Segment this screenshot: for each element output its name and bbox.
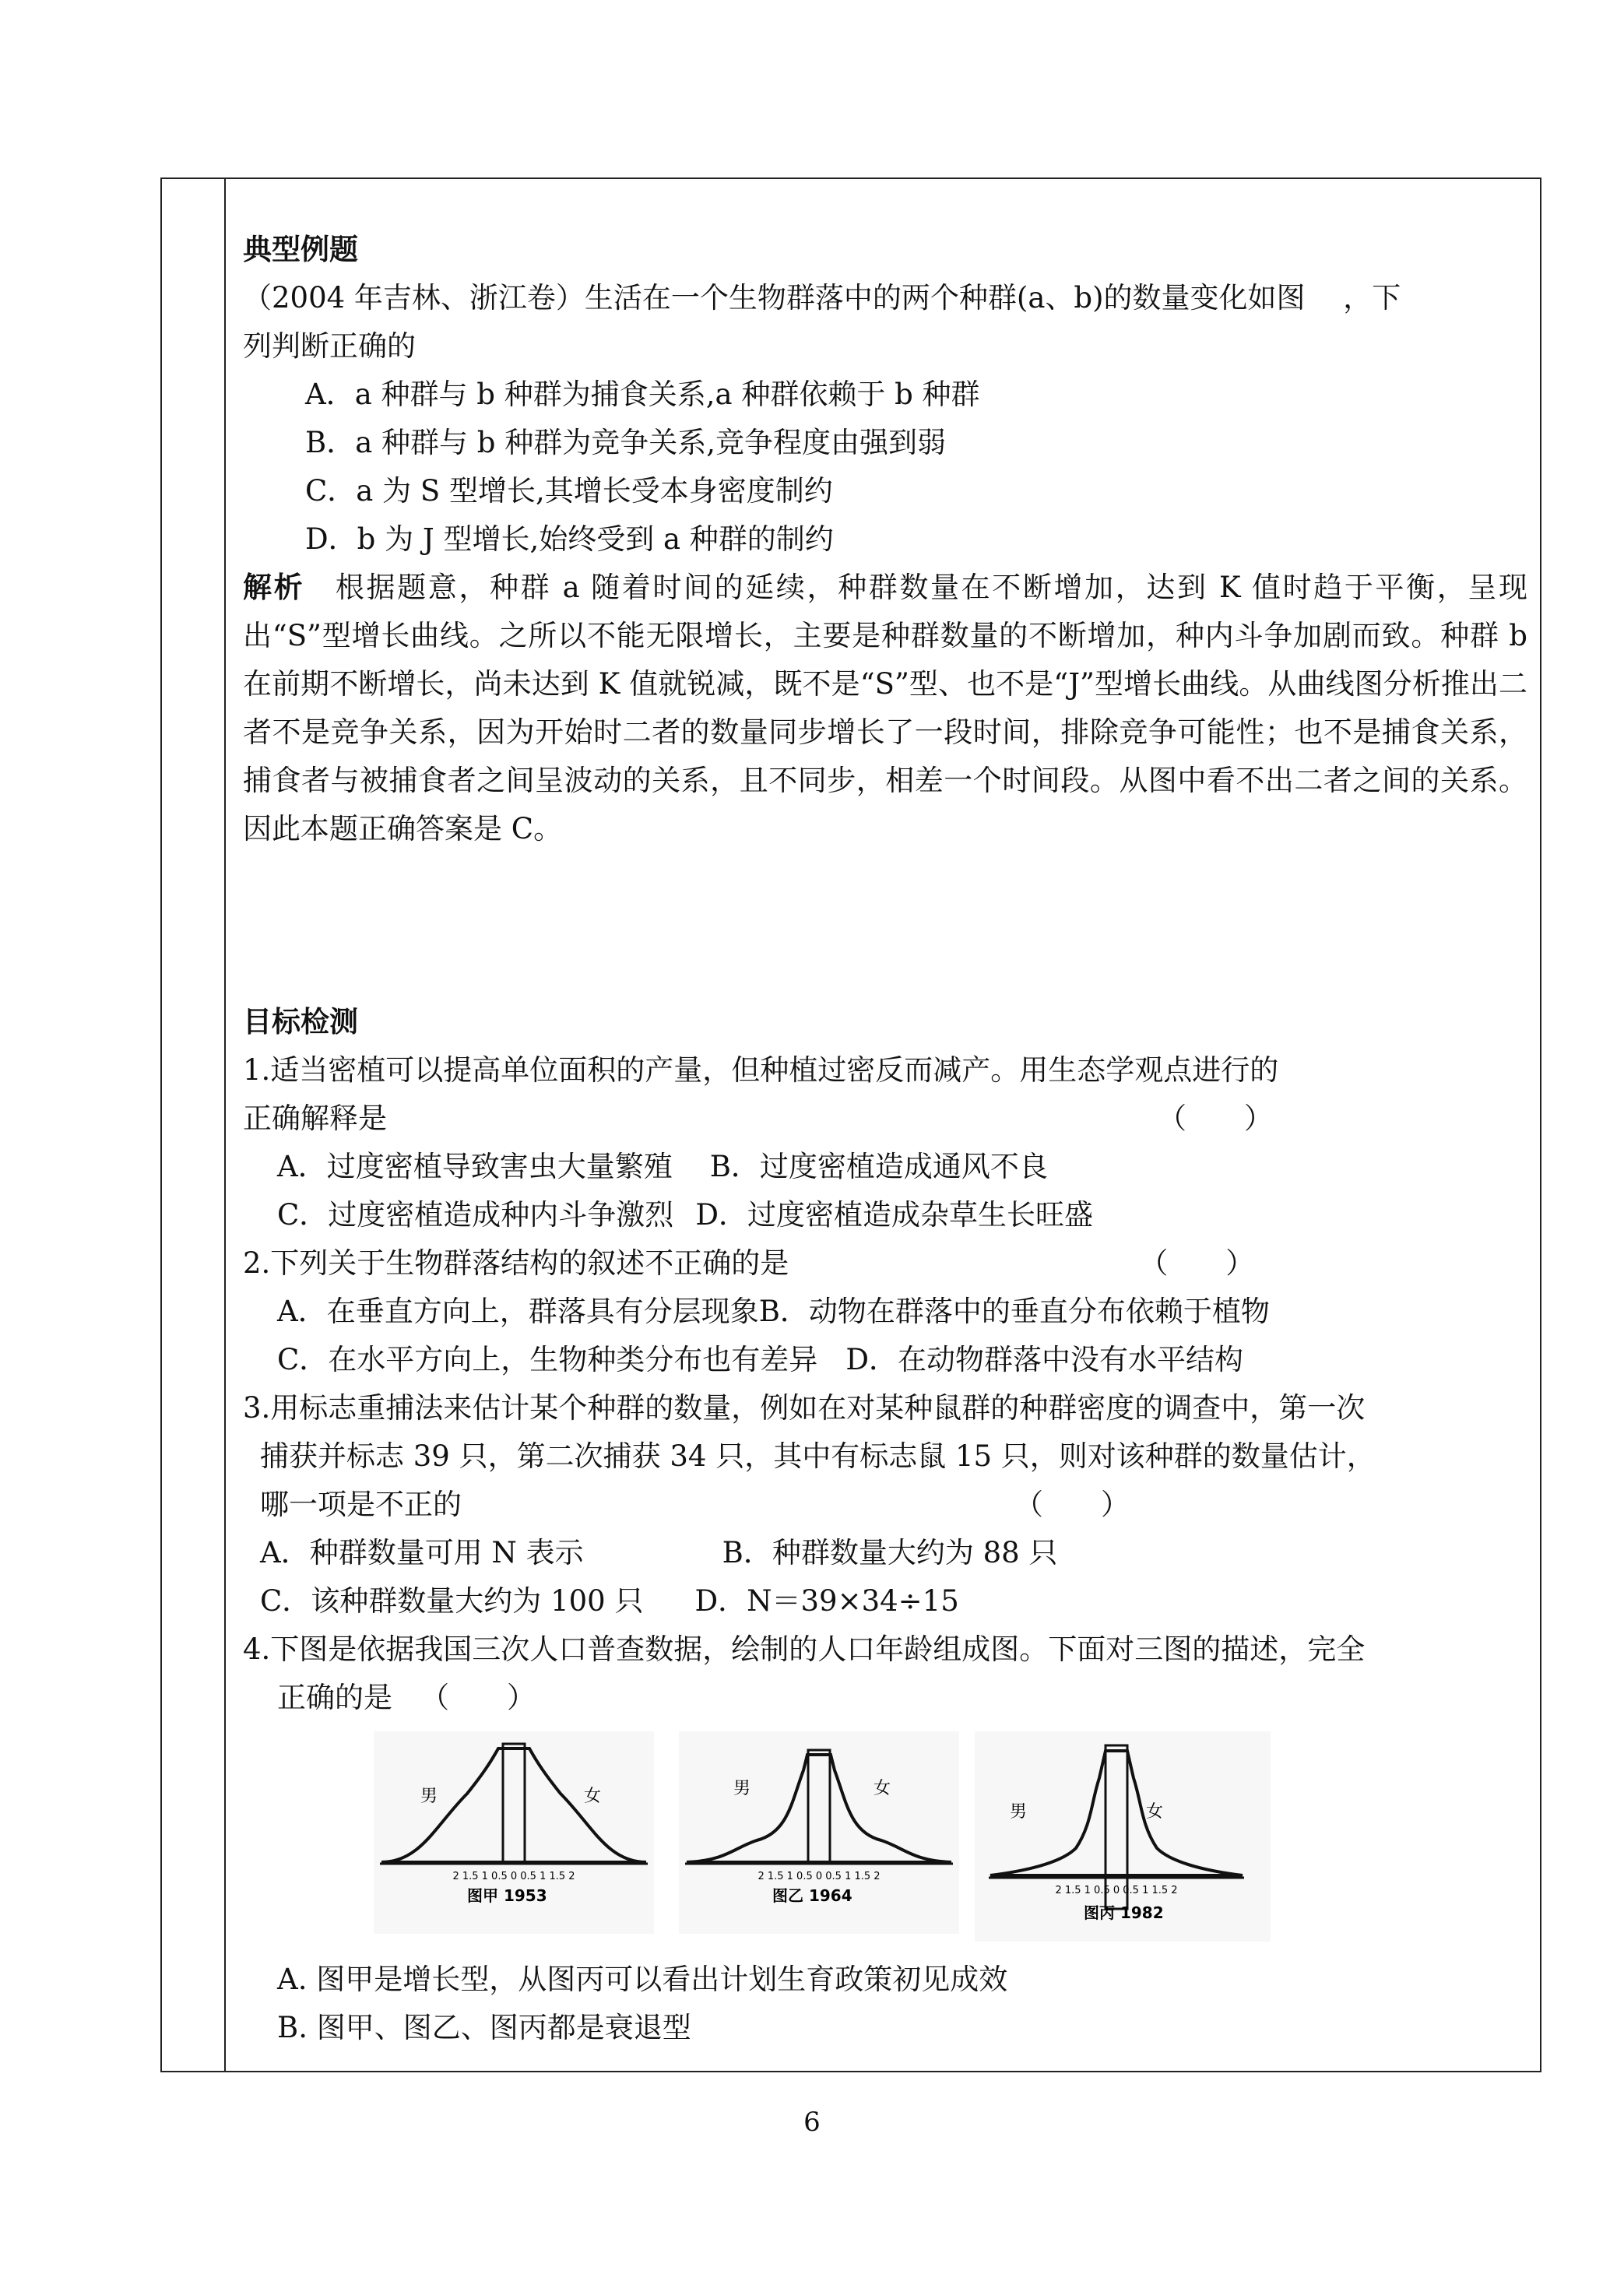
q3-answer-paren: （ ）: [1014, 1488, 1130, 1521]
q1-options-row1: [243, 1143, 1527, 1191]
example-option-b: B．a 种群与 b 种群为竞争关系,竞争程度由强到弱: [305, 426, 946, 459]
analysis-text: 根据题意，种群 a 随着时间的延续，种群数量在不断增加，达到 K 值时趋于平衡，呈现出“S”型增长曲线。之所以不能无限增长，主要是种群数量的不断增加，种内斗争加剧而致。种群 b 在前期不断增长，尚未达到 K 值就锐减，既不是“S”型、也不是“J”型增长曲线。从曲线图分析推出二者不是竞争关系，因为开始时二者的数量同步增长了一段时间，排除竞争可能性；也不是捕食关系，捕食者与被捕食者之间呈波动的关系，且不同步，相差一个时间段。从图中看不出二者之间的关系。因此本题正确答案是 C。: [243, 571, 1527, 845]
example-question-line1: （2004 年吉林、浙江卷）生活在一个生物群落中的两个种群(a、b)的数量变化如图 ，下: [243, 281, 1401, 315]
pyramid-1982-caption: 图丙 1982: [1084, 1903, 1164, 1922]
pyramid-1953-male-label: 男: [420, 1787, 438, 1806]
analysis-label: 解析: [243, 571, 305, 604]
q1-line1: 1.适当密植可以提高单位面积的产量，但种植过密反而减产。用生态学观点进行的: [243, 1053, 1279, 1087]
pyramid-1964: [679, 1731, 959, 1934]
age-pyramid-figures: [243, 1731, 1527, 1942]
example-option-c: C．a 为 S 型增长,其增长受本身密度制约: [305, 474, 833, 508]
pyramid-1964-caption: 图乙 1964: [772, 1886, 852, 1905]
example-question-line2: 列判断正确的: [243, 329, 416, 363]
q3-line1: 3.用标志重捕法来估计某个种群的数量，例如在对某种鼠群的种群密度的调查中，第一次: [243, 1391, 1366, 1425]
q2-options-row1: [243, 1288, 1527, 1336]
q1-option-b: B．过度密植造成通风不良: [709, 1150, 1048, 1183]
q4-answer-paren: （ ）: [420, 1681, 536, 1714]
test-heading: 目标检测: [243, 1005, 358, 1039]
table-column-divider: [224, 179, 226, 2071]
q3-option-d: D．N＝39×34÷15: [694, 1584, 959, 1618]
q3-line3-text: 哪一项是不正的: [260, 1488, 462, 1521]
q3-option-c: C．该种群数量大约为 100 只: [260, 1584, 644, 1618]
q3-options-row1: [243, 1529, 1527, 1577]
q2-option-c: C．在水平方向上，生物种类分布也有差异: [277, 1343, 818, 1376]
pyramid-1982-svg: [975, 1731, 1271, 1942]
q2-line1: [243, 1239, 1527, 1288]
q1-options-row2: [243, 1191, 1527, 1239]
q1-line2: [243, 1095, 1527, 1143]
pyramid-1964-svg: [679, 1731, 959, 1934]
content-cell: [243, 226, 1527, 2052]
q4-line2: [243, 1674, 1527, 1722]
pyramid-1953-caption: 图甲 1953: [467, 1886, 547, 1905]
pyramid-1964-male-label: 男: [733, 1779, 751, 1798]
q2-option-a: A．在垂直方向上，群落具有分层现象: [277, 1295, 759, 1328]
q4-line2-text: 正确的是: [277, 1681, 392, 1714]
example-option-d: D．b 为 J 型增长,始终受到 a 种群的制约: [305, 522, 834, 556]
q2-answer-paren: （ ）: [1139, 1246, 1255, 1280]
q3-option-a: A．种群数量可用 N 表示: [260, 1536, 584, 1569]
q1-line2-text: 正确解释是: [243, 1102, 387, 1135]
q4-option-a: A. 图甲是增长型，从图丙可以看出计划生育政策初见成效: [277, 1963, 1008, 1996]
q2-options-row2: [243, 1336, 1527, 1384]
example-option-a: A．a 种群与 b 种群为捕食关系,a 种群依赖于 b 种群: [305, 378, 980, 411]
q1-option-a: A．过度密植导致害虫大量繁殖: [277, 1150, 673, 1183]
q3-line3: [243, 1481, 1527, 1529]
q1-option-c: C．过度密植造成种内斗争激烈: [277, 1198, 674, 1232]
pyramid-1953-x-ticks: 2 1.5 1 0.5 0 0.5 1 1.5 2: [452, 1871, 575, 1882]
q3-option-b: B．种群数量大约为 88 只: [722, 1536, 1058, 1569]
q4-option-b: B. 图甲、图乙、图丙都是衰退型: [277, 2011, 691, 2044]
q1-option-d: D．过度密植造成杂草生长旺盛: [695, 1198, 1093, 1232]
q2-text: 2.下列关于生物群落结构的叙述不正确的是: [243, 1246, 789, 1280]
q3-options-row2: [243, 1577, 1527, 1625]
q1-answer-paren: （ ）: [1158, 1102, 1273, 1135]
q4-line1: 4.下图是依据我国三次人口普查数据，绘制的人口年龄组成图。下面对三图的描述，完全: [243, 1633, 1366, 1666]
pyramid-1982-male-label: 男: [1010, 1802, 1028, 1822]
q2-option-d: D．在动物群落中没有水平结构: [845, 1343, 1243, 1376]
q3-line2: 捕获并标志 39 只，第二次捕获 34 只，其中有标志鼠 15 只，则对该种群的数量估计，: [260, 1439, 1376, 1473]
pyramid-1953-svg: [374, 1731, 654, 1934]
pyramid-1953: [374, 1731, 654, 1934]
pyramid-1982: [975, 1731, 1271, 1942]
pyramid-1964-female-label: 女: [874, 1779, 891, 1798]
example-heading: 典型例题: [243, 233, 358, 266]
pyramid-1982-female-label: 女: [1146, 1802, 1164, 1822]
pyramid-1953-female-label: 女: [584, 1787, 602, 1806]
pyramid-1964-x-ticks: 2 1.5 1 0.5 0 0.5 1 1.5 2: [758, 1871, 881, 1882]
analysis-paragraph: [243, 564, 1527, 853]
q2-option-b: B．动物在群落中的垂直分布依赖于植物: [758, 1295, 1270, 1328]
page-number: 6: [803, 2107, 821, 2138]
pyramid-1982-x-ticks: 2 1.5 1 0.5 0 0.5 1 1.5 2: [1055, 1885, 1178, 1896]
